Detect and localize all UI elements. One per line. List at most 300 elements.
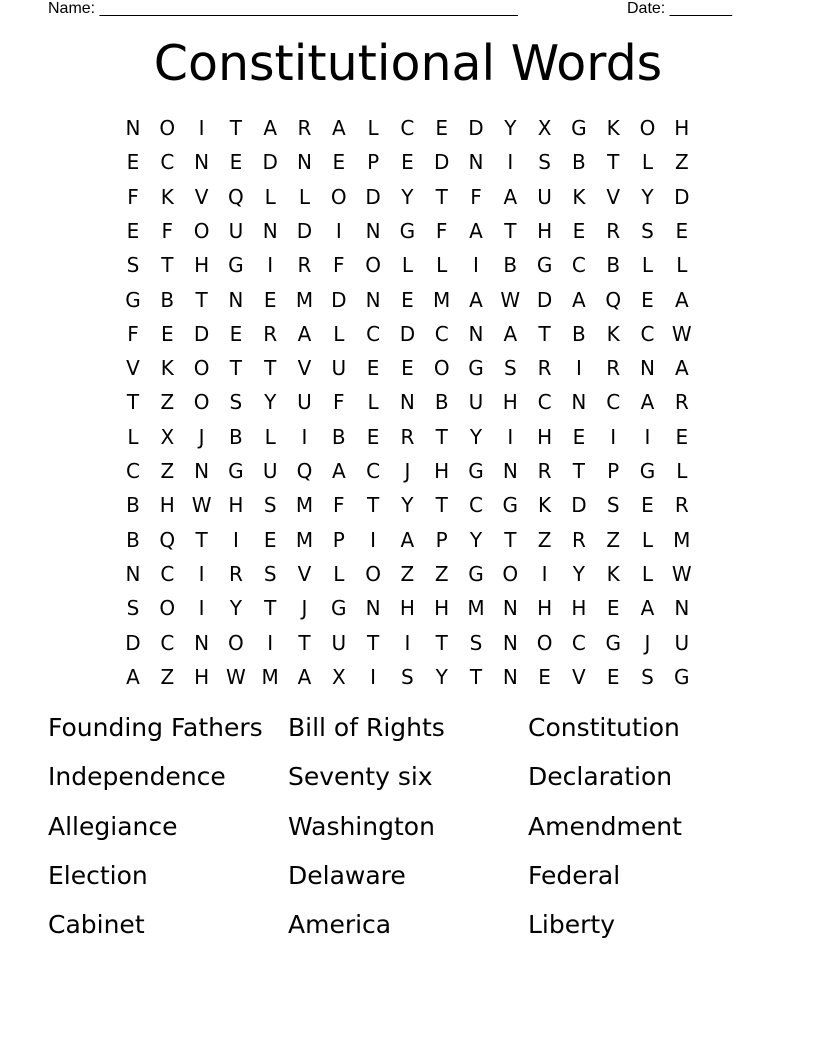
grid-cell[interactable]: M: [433, 287, 451, 312]
grid-cell[interactable]: I: [575, 356, 582, 381]
grid-cell[interactable]: P: [435, 527, 448, 552]
grid-cell[interactable]: K: [572, 184, 586, 209]
grid-cell[interactable]: H: [502, 390, 518, 415]
grid-cell[interactable]: N: [571, 390, 587, 415]
grid-cell[interactable]: R: [228, 561, 243, 586]
grid-cell[interactable]: Y: [572, 561, 585, 586]
grid-cell[interactable]: T: [469, 664, 483, 689]
grid-cell[interactable]: N: [674, 596, 690, 621]
grid-cell[interactable]: T: [435, 184, 448, 209]
grid-cell[interactable]: E: [263, 287, 277, 312]
grid-cell[interactable]: J: [198, 424, 205, 449]
grid-cell[interactable]: E: [401, 356, 414, 381]
grid-cell[interactable]: N: [502, 596, 518, 621]
grid-cell[interactable]: N: [468, 321, 484, 346]
grid-cell[interactable]: N: [194, 630, 210, 655]
grid-cell[interactable]: J: [644, 630, 651, 655]
grid-cell[interactable]: A: [572, 287, 586, 312]
grid-cell[interactable]: L: [641, 253, 654, 278]
grid-cell[interactable]: U: [331, 630, 347, 655]
grid-cell[interactable]: C: [434, 321, 449, 346]
grid-cell[interactable]: D: [433, 150, 450, 175]
grid-cell[interactable]: B: [126, 493, 140, 518]
grid-cell[interactable]: D: [296, 218, 313, 243]
grid-cell[interactable]: Q: [159, 527, 176, 552]
grid-cell[interactable]: L: [264, 184, 276, 209]
grid-cell[interactable]: P: [332, 527, 345, 552]
grid-cell[interactable]: A: [400, 527, 415, 552]
grid-cell[interactable]: T: [435, 424, 448, 449]
grid-cell[interactable]: S: [641, 218, 654, 243]
grid-cell[interactable]: Z: [160, 664, 175, 689]
grid-cell[interactable]: O: [193, 356, 210, 381]
grid-cell[interactable]: E: [401, 150, 414, 175]
grid-cell[interactable]: B: [572, 150, 586, 175]
grid-cell[interactable]: Z: [400, 561, 415, 586]
grid-cell[interactable]: O: [193, 390, 210, 415]
grid-cell[interactable]: O: [365, 561, 381, 586]
grid-cell[interactable]: Z: [674, 150, 689, 175]
grid-row: [116, 319, 700, 349]
grid-cell[interactable]: O: [433, 356, 450, 381]
grid-cell[interactable]: M: [295, 287, 314, 312]
grid-cell[interactable]: I: [644, 424, 651, 449]
grid-cell[interactable]: R: [537, 356, 552, 381]
grid-cell[interactable]: G: [536, 253, 553, 278]
grid-cell[interactable]: S: [503, 356, 517, 381]
grid-cell[interactable]: R: [297, 253, 312, 278]
grid-cell[interactable]: L: [127, 424, 139, 449]
grid-cell[interactable]: V: [297, 561, 312, 586]
grid-cell[interactable]: Y: [401, 493, 414, 518]
grid-cell[interactable]: D: [365, 184, 381, 209]
grid-cell[interactable]: G: [674, 664, 690, 689]
grid-cell[interactable]: F: [127, 321, 139, 346]
grid-cell[interactable]: U: [331, 356, 347, 381]
grid-cell[interactable]: I: [232, 527, 239, 552]
grid-cell[interactable]: E: [572, 218, 586, 243]
grid-cell[interactable]: T: [435, 630, 448, 655]
grid-cell[interactable]: W: [226, 664, 246, 689]
grid-cell[interactable]: U: [468, 390, 484, 415]
name-field[interactable]: Name: _______________________________________________: [48, 0, 518, 17]
grid-cell[interactable]: R: [674, 390, 689, 415]
grid-cell[interactable]: T: [229, 356, 242, 381]
grid-cell[interactable]: H: [434, 596, 450, 621]
grid-cell[interactable]: J: [301, 596, 308, 621]
grid-cell[interactable]: Y: [469, 424, 483, 449]
grid-cell[interactable]: C: [537, 390, 552, 415]
grid-cell[interactable]: E: [641, 287, 654, 312]
grid-cell[interactable]: I: [507, 424, 514, 449]
grid-cell[interactable]: O: [536, 630, 553, 655]
grid-cell[interactable]: I: [370, 664, 377, 689]
grid-cell[interactable]: S: [401, 664, 414, 689]
grid-cell[interactable]: A: [674, 287, 689, 312]
grid-cell[interactable]: H: [537, 424, 553, 449]
grid-cell[interactable]: E: [401, 287, 414, 312]
grid-cell[interactable]: P: [607, 459, 620, 483]
grid-cell[interactable]: C: [571, 630, 586, 655]
grid-cell[interactable]: A: [503, 321, 518, 346]
grid-cell[interactable]: V: [606, 184, 621, 209]
grid-cell[interactable]: T: [195, 287, 208, 312]
grid-cell[interactable]: E: [572, 424, 586, 449]
grid-cell[interactable]: K: [160, 184, 174, 209]
grid-cell[interactable]: F: [161, 218, 174, 243]
grid-cell[interactable]: D: [399, 321, 416, 346]
grid-cell[interactable]: N: [502, 630, 518, 655]
grid-cell[interactable]: F: [435, 218, 448, 243]
grid-cell[interactable]: E: [126, 218, 140, 243]
grid-cell[interactable]: L: [367, 116, 379, 140]
grid-cell[interactable]: M: [673, 527, 691, 552]
grid-cell[interactable]: N: [365, 218, 381, 243]
grid-cell[interactable]: V: [297, 356, 312, 381]
grid-cell[interactable]: L: [298, 184, 311, 209]
grid-cell[interactable]: A: [469, 218, 483, 243]
grid-cell[interactable]: D: [193, 321, 210, 346]
grid-cell[interactable]: S: [229, 390, 243, 415]
grid-cell[interactable]: G: [468, 356, 484, 381]
grid-cell[interactable]: Z: [434, 561, 449, 586]
grid-cell[interactable]: E: [126, 150, 140, 175]
grid-cell[interactable]: M: [467, 596, 485, 621]
grid-cell[interactable]: T: [504, 527, 517, 552]
grid-cell[interactable]: H: [537, 218, 553, 243]
grid-cell[interactable]: Q: [296, 459, 313, 483]
grid-cell[interactable]: B: [331, 424, 346, 449]
grid-cell[interactable]: U: [297, 390, 312, 415]
grid-cell[interactable]: O: [228, 630, 244, 655]
grid-cell[interactable]: C: [366, 321, 381, 346]
grid-cell[interactable]: E: [606, 596, 620, 621]
grid-cell[interactable]: K: [606, 116, 620, 140]
grid-cell[interactable]: H: [434, 459, 450, 483]
grid-cell[interactable]: N: [399, 390, 415, 415]
grid-cell[interactable]: Z: [606, 527, 621, 552]
grid-cell[interactable]: E: [229, 321, 243, 346]
grid-row: [116, 628, 700, 658]
grid-cell[interactable]: N: [502, 664, 518, 689]
grid-cell[interactable]: E: [675, 424, 689, 449]
grid-cell[interactable]: M: [295, 527, 314, 552]
grid-cell[interactable]: T: [538, 321, 551, 346]
grid-cell[interactable]: Y: [229, 596, 242, 621]
grid-cell[interactable]: S: [126, 596, 140, 621]
grid-cell[interactable]: R: [606, 218, 621, 243]
grid-cell[interactable]: T: [264, 596, 277, 621]
grid-cell[interactable]: L: [367, 390, 379, 415]
grid-cell[interactable]: D: [125, 630, 141, 655]
grid-cell[interactable]: N: [297, 150, 312, 175]
grid-cell[interactable]: G: [125, 287, 141, 312]
grid-cell[interactable]: R: [297, 116, 312, 140]
grid-cell[interactable]: U: [228, 218, 244, 243]
grid-cell[interactable]: D: [331, 287, 347, 312]
grid-cell[interactable]: H: [674, 116, 690, 140]
grid-cell[interactable]: Y: [469, 527, 483, 552]
grid-cell[interactable]: U: [537, 184, 552, 209]
grid-cell[interactable]: G: [502, 493, 519, 518]
grid-cell[interactable]: B: [572, 321, 586, 346]
grid-cell[interactable]: I: [610, 424, 617, 449]
grid-cell[interactable]: E: [332, 150, 346, 175]
grid-cell[interactable]: R: [263, 321, 278, 346]
grid-cell[interactable]: I: [473, 253, 479, 278]
grid-cell[interactable]: I: [267, 630, 274, 655]
grid-cell[interactable]: H: [399, 596, 415, 621]
grid-cell[interactable]: D: [262, 150, 278, 175]
grid-cell[interactable]: E: [675, 218, 689, 243]
grid-cell[interactable]: N: [194, 459, 210, 483]
grid-cell[interactable]: C: [160, 561, 175, 586]
grid-cell[interactable]: I: [198, 561, 205, 586]
grid-cell[interactable]: B: [503, 253, 518, 278]
grid-cell[interactable]: B: [126, 527, 140, 552]
grid-cell[interactable]: E: [641, 493, 654, 518]
grid-cell[interactable]: T: [435, 493, 448, 518]
grid-cell[interactable]: S: [538, 150, 551, 175]
grid-cell[interactable]: T: [161, 253, 174, 278]
word-list-item: Allegiance: [48, 811, 178, 841]
grid-cell[interactable]: C: [126, 459, 140, 483]
grid-cell[interactable]: L: [676, 459, 688, 483]
grid-cell[interactable]: O: [502, 561, 519, 586]
grid-cell[interactable]: O: [365, 253, 381, 278]
grid-cell[interactable]: N: [365, 287, 381, 312]
grid-cell[interactable]: F: [127, 184, 139, 209]
grid-cell[interactable]: Q: [605, 287, 622, 312]
grid-cell[interactable]: H: [194, 664, 210, 689]
grid-cell[interactable]: E: [538, 664, 551, 689]
grid-cell[interactable]: T: [607, 150, 620, 175]
grid-cell[interactable]: Q: [228, 184, 244, 209]
word-list-item: Election: [48, 860, 148, 890]
grid-cell[interactable]: A: [297, 664, 312, 689]
grid-cell[interactable]: N: [125, 561, 141, 586]
grid-cell[interactable]: O: [639, 116, 656, 140]
grid-cell[interactable]: W: [500, 287, 521, 312]
grid-cell[interactable]: I: [301, 424, 308, 449]
grid-cell[interactable]: W: [191, 493, 212, 518]
grid-cell[interactable]: W: [671, 561, 692, 586]
grid-cell[interactable]: I: [370, 527, 377, 552]
grid-cell[interactable]: A: [126, 664, 140, 689]
grid-cell[interactable]: Y: [641, 184, 654, 209]
grid-cell[interactable]: D: [674, 184, 690, 209]
grid-cell[interactable]: U: [262, 459, 278, 483]
grid-cell[interactable]: S: [469, 630, 483, 655]
grid-cell[interactable]: T: [366, 630, 380, 655]
grid-cell[interactable]: C: [400, 116, 415, 140]
grid-cell[interactable]: N: [502, 459, 518, 483]
grid-cell[interactable]: V: [194, 184, 209, 209]
grid-cell[interactable]: E: [160, 321, 174, 346]
grid-cell[interactable]: T: [366, 493, 380, 518]
grid-cell[interactable]: X: [331, 664, 346, 689]
grid-cell[interactable]: O: [159, 116, 176, 140]
grid-cell[interactable]: A: [331, 459, 346, 483]
grid-cell[interactable]: B: [160, 287, 175, 312]
grid-cell[interactable]: M: [261, 664, 279, 689]
grid-cell[interactable]: N: [640, 356, 655, 381]
grid-cell[interactable]: Y: [264, 390, 277, 415]
grid-cell[interactable]: E: [366, 424, 380, 449]
grid-cell[interactable]: O: [330, 184, 347, 209]
grid-cell[interactable]: V: [126, 356, 140, 381]
grid-cell[interactable]: K: [160, 356, 174, 381]
grid-cell[interactable]: E: [229, 150, 243, 175]
grid-cell[interactable]: N: [365, 596, 381, 621]
grid-cell[interactable]: R: [400, 424, 415, 449]
grid-cell[interactable]: T: [126, 390, 140, 415]
grid-cell[interactable]: H: [537, 596, 553, 621]
grid-cell[interactable]: O: [159, 596, 176, 621]
grid-cell[interactable]: H: [159, 493, 175, 518]
grid-cell[interactable]: F: [470, 184, 482, 209]
grid-cell[interactable]: A: [469, 287, 483, 312]
grid-cell[interactable]: L: [641, 527, 654, 552]
grid-cell[interactable]: T: [572, 459, 585, 483]
grid-cell[interactable]: E: [606, 664, 620, 689]
grid-cell[interactable]: O: [193, 218, 210, 243]
grid-cell[interactable]: B: [434, 390, 449, 415]
grid-row: [116, 456, 700, 486]
grid-cell[interactable]: G: [468, 459, 484, 483]
grid-cell[interactable]: H: [571, 596, 587, 621]
grid-cell[interactable]: N: [194, 150, 210, 175]
grid-cell[interactable]: H: [194, 253, 210, 278]
grid-cell[interactable]: P: [367, 150, 380, 175]
grid-cell[interactable]: A: [674, 356, 689, 381]
grid-cell[interactable]: C: [640, 321, 655, 346]
date-field[interactable]: Date: _______: [627, 0, 732, 17]
grid-cell[interactable]: A: [331, 116, 346, 140]
grid-cell[interactable]: L: [676, 253, 688, 278]
grid-cell[interactable]: N: [228, 287, 244, 312]
grid-cell[interactable]: I: [335, 218, 342, 243]
grid-cell[interactable]: A: [503, 184, 518, 209]
letter-grid: [116, 113, 700, 696]
grid-cell[interactable]: S: [263, 561, 277, 586]
grid-cell[interactable]: L: [264, 424, 276, 449]
grid-cell[interactable]: R: [571, 527, 586, 552]
grid-cell[interactable]: C: [160, 630, 175, 655]
grid-cell[interactable]: E: [263, 527, 277, 552]
grid-cell[interactable]: I: [198, 116, 205, 140]
grid-cell[interactable]: A: [640, 390, 655, 415]
grid-cell[interactable]: T: [504, 218, 517, 243]
grid-cell[interactable]: L: [641, 561, 654, 586]
grid-cell[interactable]: L: [401, 253, 413, 278]
grid-cell[interactable]: N: [125, 116, 141, 140]
grid-cell[interactable]: L: [333, 321, 345, 346]
grid-cell[interactable]: H: [228, 493, 244, 518]
grid-cell[interactable]: R: [674, 493, 689, 518]
grid-cell[interactable]: D: [468, 116, 484, 140]
grid-cell[interactable]: K: [538, 493, 552, 518]
grid-cell[interactable]: B: [229, 424, 243, 449]
grid-cell[interactable]: V: [572, 664, 586, 689]
grid-cell[interactable]: S: [641, 664, 654, 689]
grid-cell[interactable]: G: [639, 459, 656, 483]
grid-cell[interactable]: C: [469, 493, 483, 518]
grid-cell[interactable]: R: [537, 459, 552, 483]
grid-cell[interactable]: S: [263, 493, 277, 518]
grid-cell[interactable]: Y: [401, 184, 414, 209]
grid-cell[interactable]: L: [436, 253, 448, 278]
grid-cell[interactable]: F: [333, 493, 345, 518]
grid-cell[interactable]: I: [507, 150, 514, 175]
grid-cell[interactable]: Y: [435, 664, 448, 689]
grid-cell[interactable]: D: [536, 287, 553, 312]
grid-cell[interactable]: D: [571, 493, 587, 518]
grid-cell[interactable]: I: [267, 253, 274, 278]
grid-cell[interactable]: L: [333, 561, 345, 586]
word-list-item: Washington: [288, 811, 435, 841]
grid-cell[interactable]: F: [333, 253, 345, 278]
grid-cell[interactable]: J: [404, 459, 411, 483]
grid-cell[interactable]: A: [640, 596, 655, 621]
grid-cell[interactable]: N: [262, 218, 278, 243]
grid-cell[interactable]: B: [606, 253, 621, 278]
grid-cell[interactable]: T: [264, 356, 277, 381]
grid-cell[interactable]: C: [606, 390, 621, 415]
grid-cell[interactable]: T: [195, 527, 208, 552]
grid-cell[interactable]: I: [404, 630, 411, 655]
grid-cell[interactable]: G: [571, 116, 587, 140]
grid-cell[interactable]: Z: [160, 459, 175, 483]
grid-cell[interactable]: S: [126, 253, 140, 278]
grid-cell[interactable]: I: [541, 561, 548, 586]
grid-cell[interactable]: Y: [504, 116, 517, 140]
grid-cell[interactable]: G: [399, 218, 416, 243]
grid-cell[interactable]: S: [606, 493, 620, 518]
grid-cell[interactable]: C: [571, 253, 586, 278]
grid-cell[interactable]: I: [198, 596, 205, 621]
grid-cell[interactable]: M: [295, 493, 314, 518]
word-list-item: Declaration: [528, 762, 673, 792]
grid-cell[interactable]: G: [468, 561, 484, 586]
grid-cell[interactable]: G: [228, 253, 244, 278]
grid-cell[interactable]: T: [229, 116, 242, 140]
grid-cell[interactable]: X: [160, 424, 175, 449]
grid-cell[interactable]: R: [606, 356, 621, 381]
grid-cell[interactable]: G: [605, 630, 621, 655]
grid-cell[interactable]: Z: [160, 390, 175, 415]
grid-cell[interactable]: G: [331, 596, 347, 621]
word-list-item: Seventy six: [288, 762, 433, 792]
grid-cell[interactable]: K: [606, 561, 620, 586]
grid-cell[interactable]: E: [366, 356, 380, 381]
grid-cell[interactable]: E: [435, 116, 448, 140]
grid-cell[interactable]: G: [228, 459, 244, 483]
grid-cell[interactable]: L: [641, 150, 654, 175]
grid-cell[interactable]: C: [160, 150, 175, 175]
grid-cell[interactable]: N: [468, 150, 484, 175]
grid-cell[interactable]: U: [674, 630, 690, 655]
grid-cell[interactable]: C: [366, 459, 381, 483]
grid-cell[interactable]: T: [298, 630, 311, 655]
grid-cell[interactable]: A: [297, 321, 312, 346]
grid-cell[interactable]: K: [606, 321, 620, 346]
grid-cell[interactable]: Z: [537, 527, 552, 552]
grid-cell[interactable]: X: [537, 116, 552, 140]
grid-cell[interactable]: A: [263, 116, 278, 140]
grid-cell[interactable]: W: [671, 321, 692, 346]
grid-cell[interactable]: F: [333, 390, 345, 415]
